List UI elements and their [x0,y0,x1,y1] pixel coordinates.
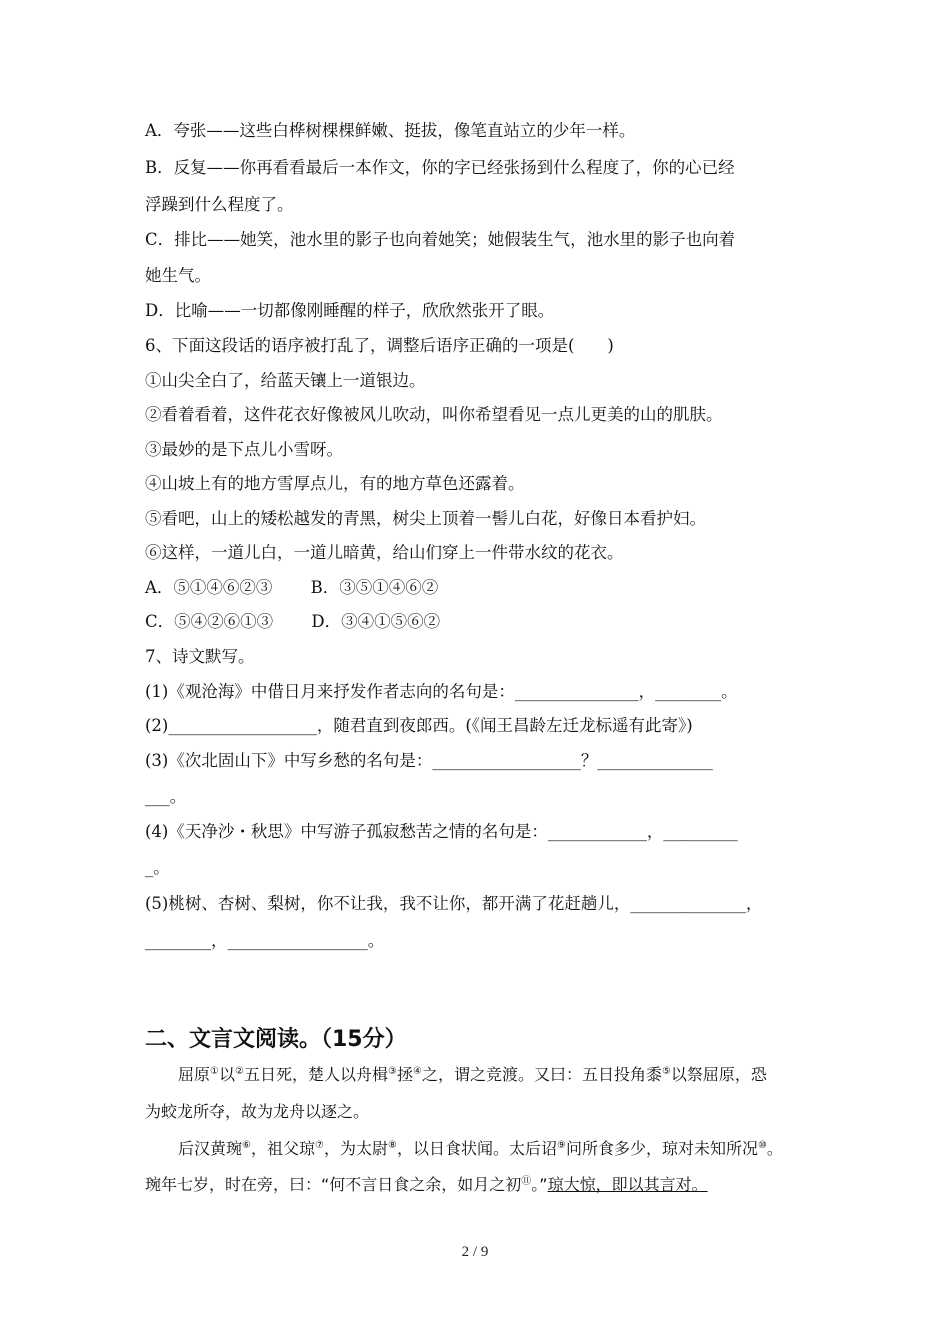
q6-item-1: ①山尖全白了，给蓝天镶上一道银边。 [145,371,426,390]
text-run: ，为太尉 [323,1139,388,1158]
q7-line-5: (5)桃树、杏树、梨树，你不让我，我不让你，都开满了花赶趟儿，______________， [145,894,763,913]
text-run: 。 [766,1139,783,1158]
q6-item-3: ③最妙的是下点儿小雪呀。 [145,440,343,459]
text-run: 五日死，楚人以舟楫 [243,1065,388,1084]
q7-line-4-cont: _。 [145,858,170,877]
q5-option-b-line1: B．反复——你再看看最后一本作文，你的字已经张扬到什么程度了，你的心已经 [145,158,735,177]
footnote-mark: ③ [387,1066,397,1077]
q6-options-cd: C．⑤④②⑥①③ D．③④①⑤⑥② [145,612,441,631]
q6-options-ab: A．⑤①④⑥②③ B．③⑤①④⑥② [145,578,439,597]
q7-line-1: (1)《观沧海》中借日月来抒发作者志向的名句是：_______________，________。 [145,682,738,701]
q5-option-d: D．比喻——一切都像刚睡醒的样子，欣欣然张开了眼。 [145,301,555,320]
passage1-line1 [178,1064,767,1086]
q7-stem: 7、诗文默写。 [145,647,255,666]
q7-line-3-cont: ___。 [145,787,187,806]
text-run: 屈原 [178,1065,211,1084]
q5-option-a: A．夸张——这些白桦树棵棵鲜嫩、挺拔，像笔直站立的少年一样。 [145,121,636,140]
text-run: 问所食多少，琼对未知所况 [565,1139,758,1158]
underlined-sentence: 琼大惊，即以其言对。 [547,1175,708,1194]
q6-item-6: ⑥这样，一道儿白，一道儿暗黄，给山们穿上一件带水纹的花衣。 [145,543,624,562]
q6-item-5: ⑤看吧，山上的矮松越发的青黑，树尖上顶着一髻儿白花，好像日本看护妇。 [145,509,706,528]
text-run: 。” [531,1175,548,1194]
q5-option-b-line2: 浮躁到什么程度了。 [145,195,294,214]
passage2-line2 [145,1174,708,1196]
passage2-line1 [178,1138,783,1160]
q5-option-c-line1: C．排比——她笑，池水里的影子也向着她笑；她假装生气，池水里的影子也向着 [145,230,736,249]
footnote-mark: ⑩ [757,1140,767,1151]
footnote-mark: ⑦ [315,1140,324,1151]
q6-item-4: ④山坡上有的地方雪厚点儿，有的地方草色还露着。 [145,474,525,493]
text-run: 琬年七岁，时在旁，曰：“何不言日食之余，如月之初 [145,1175,522,1194]
q7-line-3: (3)《次北固山下》中写乡愁的名句是：__________________？______________ [145,751,713,770]
text-run: 拯 [396,1065,413,1084]
footnote-mark: ⑥ [242,1140,251,1151]
footnote-mark: ⑧ [387,1140,397,1151]
passage1-line2: 为蛟龙所夺，故为龙舟以逐之。 [145,1102,370,1121]
text-run: ，以日食状闻。太后诏 [396,1139,557,1158]
q7-line-2: (2)__________________，随君直到夜郎西。(《闻王昌龄左迁龙标遥有此寄》) [145,716,693,735]
text-run: 以 [218,1065,235,1084]
q6-item-2: ②看着看着，这件花衣好像被风儿吹动，叫你希望看见一点儿更美的山的肌肤。 [145,405,723,424]
text-run: 后汉黄琬 [178,1139,243,1158]
q5-option-c-line2: 她生气。 [145,266,211,285]
text-run: 之，谓之竞渡。又曰：五日投角黍 [421,1065,662,1084]
footnote-mark: ⑨ [556,1140,566,1151]
footnote-mark: ⑪ [521,1176,532,1187]
page-number: 2 / 9 [461,1244,489,1260]
footnote-mark: ② [235,1066,244,1077]
footnote-mark: ① [210,1066,219,1077]
footnote-mark: ④ [412,1066,422,1077]
text-run: 以祭屈原，恐 [670,1065,767,1084]
footnote-mark: ⑤ [661,1066,671,1077]
q7-line-5-cont: ________，_________________。 [145,931,385,950]
q6-stem: 6、下面这段话的语序被打乱了，调整后语序正确的一项是( ) [145,336,614,355]
q7-line-4: (4)《天净沙・秋思》中写游子孤寂愁苦之情的名句是：____________，_________ [145,822,738,841]
section2-heading: 二、文言文阅读。（15分） [145,1027,407,1052]
text-run: ，祖父琼 [250,1139,315,1158]
